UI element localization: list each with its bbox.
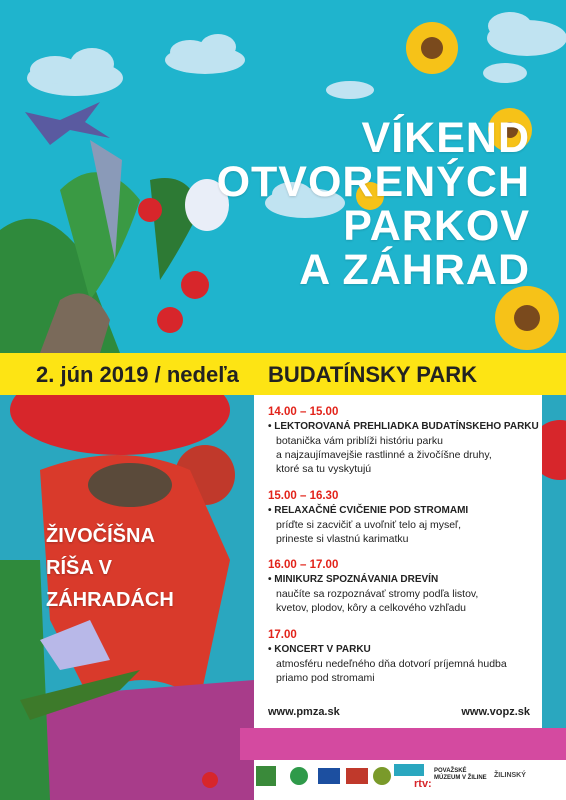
program-desc: naučíte sa rozpoznávať stromy podľa listov, <box>276 588 479 600</box>
logo-icon <box>394 764 424 776</box>
main-title <box>217 116 530 292</box>
program-panel <box>254 395 542 728</box>
program-desc: ktoré sa tu vyskytujú <box>276 463 372 475</box>
logo-icon <box>373 767 391 785</box>
logo-row <box>254 740 554 800</box>
region-logo: ŽILINSKÝ <box>494 772 526 779</box>
program-desc: botanička vám priblíži históriu parku <box>276 435 443 447</box>
program-item <box>268 558 538 615</box>
program-desc: a najzaujímavejšie rastlinné a živočíšne druhy, <box>276 449 492 461</box>
title-line: PARKOV <box>343 202 530 250</box>
program-desc: príďte si zacvičiť a uvoľniť telo aj myseľ, <box>276 519 462 531</box>
event-venue: BUDATÍNSKY PARK <box>268 362 478 387</box>
title-line: OTVORENÝCH <box>216 158 530 206</box>
plants-left-icon <box>0 140 209 353</box>
subtitle-line: ZÁHRADÁCH <box>46 589 174 611</box>
subtitle-line: ŽIVOČÍŠNA <box>46 525 155 547</box>
logo-icon <box>318 768 340 784</box>
program-name: • MINIKURZ SPOZNÁVANIA DREVÍN <box>268 574 439 585</box>
program-name: • KONCERT V PARKU <box>268 644 371 655</box>
program-time: 16.00 – 17.00 <box>268 559 339 571</box>
program-item <box>268 405 538 476</box>
program-item <box>268 628 538 685</box>
rtv-logo: rtv: <box>414 778 432 790</box>
logo-icon <box>256 766 276 786</box>
program-name: • RELAXAČNÉ CVIČENIE POD STROMAMI <box>268 505 469 516</box>
event-date: 2. jún 2019 / nedeľa <box>36 362 239 387</box>
program-desc: kvetov, plodov, kôry a celkového vzhľadu <box>276 602 467 614</box>
logo-icon <box>290 767 308 785</box>
program-desc: atmosféru nedeľného dňa dotvorí príjemná hudba <box>276 658 507 670</box>
program-desc: prineste si vlastnú karimatku <box>276 533 409 545</box>
program-time: 17.00 <box>268 629 297 641</box>
pmza-link[interactable]: www.pmza.sk <box>268 706 340 718</box>
title-line: VÍKEND <box>361 114 530 162</box>
title-line: A ZÁHRAD <box>299 246 530 294</box>
subtitle-line: RÍŠA V <box>46 557 112 579</box>
museum-logo: POVAŽSKÉ MÚZEUM V ŽILINE <box>434 768 487 781</box>
program-time: 14.00 – 15.00 <box>268 406 339 418</box>
program-item <box>268 489 538 546</box>
swallow-icon <box>25 102 110 145</box>
program-time: 15.00 – 16.30 <box>268 490 339 502</box>
program-desc: priamo pod stromami <box>276 672 375 684</box>
logo-icon <box>346 768 368 784</box>
vopz-link[interactable]: www.vopz.sk <box>461 706 530 718</box>
sponsor-logos <box>254 740 554 800</box>
program-name: • LEKTOROVANÁ PREHLIADKA BUDATÍNSKEHO PARKU <box>268 421 539 432</box>
subtitle <box>46 520 174 616</box>
